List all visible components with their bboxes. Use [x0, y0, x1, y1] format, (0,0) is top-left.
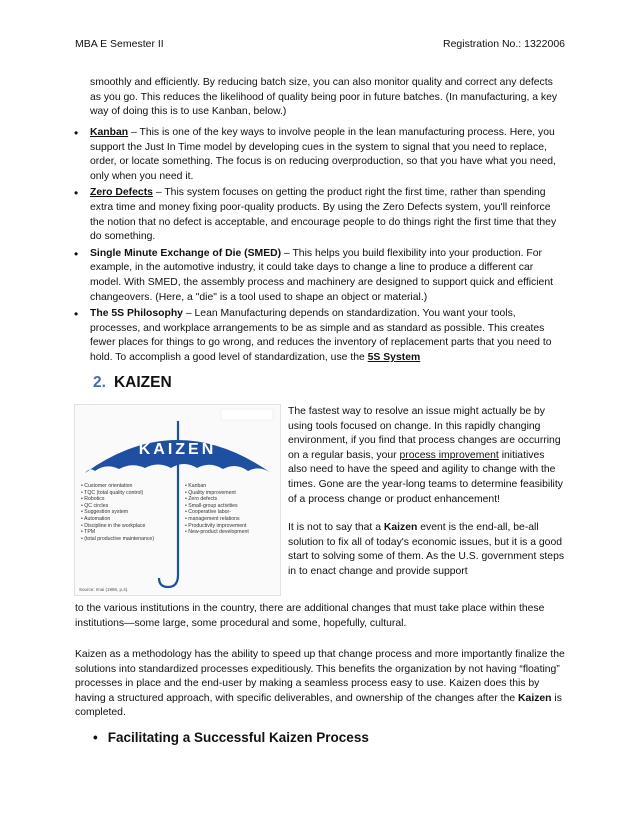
list-item: • TPM	[81, 529, 175, 536]
process-improvement-link[interactable]: process improvement	[399, 449, 499, 461]
subheading-facilitating: • Facilitating a Successful Kaizen Process	[93, 730, 369, 745]
list-item: • Customer orientation	[81, 483, 175, 490]
kaizen-p3-bold: Kaizen	[518, 692, 552, 704]
zero-defects-term: Zero Defects	[90, 187, 153, 199]
kaizen-paragraph-3	[75, 648, 565, 721]
list-item: • Robotics	[81, 496, 175, 503]
header-course: MBA E Semester II	[75, 38, 164, 50]
list-item: • Small-group activities	[185, 503, 277, 510]
kaizen-p3-start: Kaizen as a methodology has the ability to speed up that change process and more importantly finalize the solutions into standardized processes expeditiously. This benefits the organization by not having “floating” processes in place and the end-user by making a seamless process easy to use. Kaizen does this by having a structured approach, with specific deliverables, and ownership of the changes after the	[75, 649, 565, 704]
smed-term: Single Minute Exchange of Die (SMED)	[90, 247, 282, 259]
section-title: KAIZEN	[113, 374, 172, 391]
kaizen-right-items	[185, 483, 277, 536]
5s-text: – Lean Manufacturing depends on standardization. You want your tools, processes, and workplace arrangements to be as simple and as standard as possible. This creates fewer places for things to go wrong, and reduces the inventory of replacement parts that you need to hold. To accomplish a good level of standardization, use the	[90, 308, 552, 363]
list-item: • Kanban	[185, 483, 277, 490]
list-item: • Quality improvement	[185, 490, 277, 497]
kaizen-p1-end: initiatives also need to have the speed and agility to change with the times. Gone are the year-long teams to determine feasibility of a process change or product enhancement!	[288, 449, 563, 505]
kaizen-left-items	[81, 483, 175, 542]
header-registration: Registration No.: 1322006	[443, 38, 565, 50]
5s-system-link[interactable]: 5S System	[367, 351, 421, 363]
kaizen-side-text	[288, 405, 565, 580]
kaizen-continuation: to the various institutions in the country, there are additional changes that must take place within these institutions—some large, some procedural and some, hopefully, cultural.	[75, 603, 545, 629]
list-item	[90, 307, 565, 365]
list-item: • Discipline in the workplace	[81, 523, 175, 530]
kaizen-paragraph-1	[288, 405, 565, 507]
list-item: • Cooperative labor-	[185, 509, 277, 516]
list-item: • Zero defects	[185, 496, 277, 503]
kanban-text: – This is one of the key ways to involve people in the lean manufacturing process. Here, you support the Just In Time model by developing cues in the system to signal that you need to replace, order, or locate something. The focus is on reducing overproduction, so that you have what you need, only when you need it.	[90, 127, 556, 182]
umbrella-title: KAIZEN	[138, 441, 217, 458]
list-item: • Productivity improvement	[185, 523, 277, 530]
list-item: • (total productive maintenance)	[81, 536, 175, 543]
list-item: • QC circles	[81, 503, 175, 510]
list-item: • New-product development	[185, 529, 277, 536]
list-item: • Automation	[81, 516, 175, 523]
zero-defects-text: – This system focuses on getting the product right the first time, rather than spending extra time and money fixing poor-quality products. By using the Zero Defects system, you'll reinforce the notion that no defect is acceptable, and encourage people to do things right the first time that they do something.	[90, 187, 557, 243]
kaizen-umbrella-figure	[74, 404, 281, 596]
intro-paragraph: smoothly and efficiently. By reducing batch size, you can also monitor quality and correct any defects as you go. This reduces the likelihood of quality being poor in future batches. (In manufacturing, a key way of doing this is to use Kanban, below.)	[90, 77, 558, 118]
figure-source: Source: Imai (1986, p.4).	[79, 587, 129, 592]
list-item	[90, 247, 565, 305]
5s-term: The 5S Philosophy	[90, 308, 183, 320]
smed-text: – This helps you build flexibility into your production. For example, in the automotive industry, it could take days to change a line to produce a different car model. With SMED, the assembly process and machinery are designed to support quick and efficient changeovers. (Here, a "die" is a tool used to shape an object or material.)	[90, 247, 554, 303]
list-item	[90, 126, 565, 184]
list-item: • TQC (total quality control)	[81, 490, 175, 497]
section-heading	[93, 374, 172, 392]
kaizen-p2-start: It is not to say that a	[288, 522, 384, 534]
list-item	[90, 186, 565, 244]
lean-tools-list	[90, 126, 565, 366]
kaizen-p2-bold: Kaizen	[383, 522, 418, 534]
kaizen-p2-end: event is the end-all, be-all solution to fix all of today's economic issues, but it is a good start to solving some of them. As the U.S. government steps in to enact change and provide support	[288, 522, 565, 577]
kaizen-paragraph-2	[288, 521, 565, 579]
list-item: • management relations	[185, 516, 277, 523]
kanban-term: Kanban	[90, 127, 129, 138]
kaizen-p3-end: is completed.	[75, 692, 562, 719]
kaizen-p1-start: The fastest way to resolve an issue might actually be by using tools focused on change. In this rapidly changing environment, if you find that process changes are occurring on a regular basis, your	[288, 406, 561, 461]
list-item: • Suggestion system	[81, 509, 175, 516]
section-number: 2.	[93, 374, 106, 391]
